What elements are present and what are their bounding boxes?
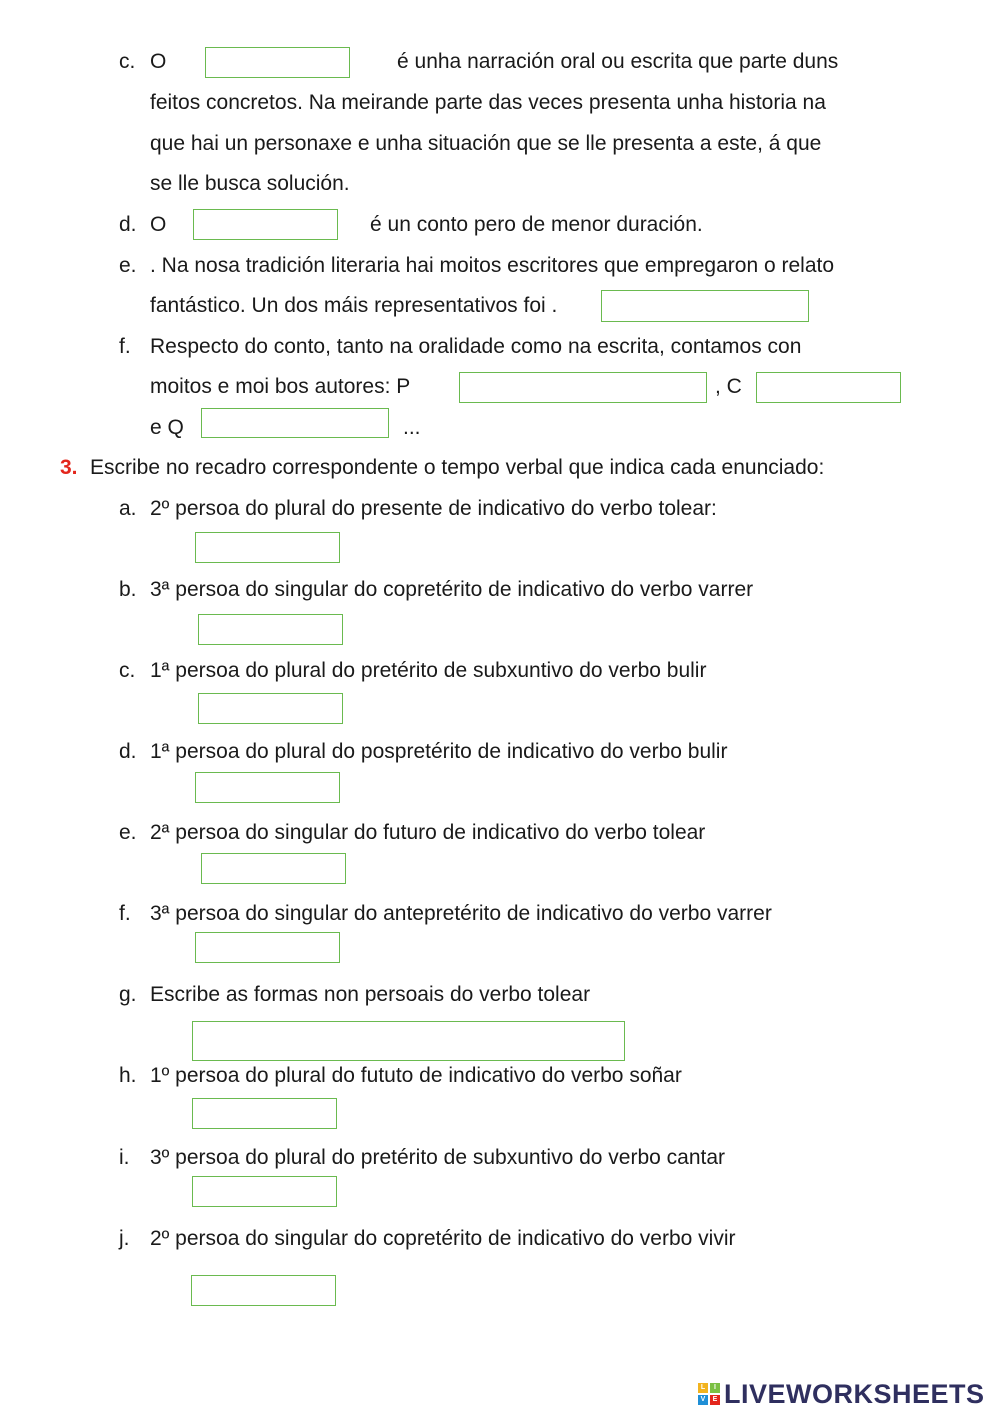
answer-box-3e[interactable] xyxy=(201,853,346,884)
answer-box-d[interactable] xyxy=(193,209,338,240)
item-3h-text: 1º persoa do plural do fututo de indicativo do verbo soñar xyxy=(150,1064,682,1087)
answer-box-3c[interactable] xyxy=(198,693,343,724)
item-c-line3: que hai un personaxe e unha situación que se lle presenta a este, á que xyxy=(150,132,822,155)
item-3i-text: 3º persoa do plural do pretérito de subxuntivo do verbo cantar xyxy=(150,1146,726,1169)
question-3-number: 3. xyxy=(60,456,78,479)
item-3j-text: 2º persoa do singular do copretérito de indicativo do verbo vivir xyxy=(150,1227,736,1250)
item-c-letter: c. xyxy=(119,50,136,73)
answer-box-f-q[interactable] xyxy=(201,408,389,438)
item-3e-letter: e. xyxy=(119,821,137,844)
answer-box-f-c[interactable] xyxy=(756,372,901,403)
item-3e-text: 2ª persoa do singular do futuro de indicativo do verbo tolear xyxy=(150,821,706,844)
item-c-line4: se lle busca solución. xyxy=(150,172,350,195)
item-3d-text: 1ª persoa do plural do pospretérito de indicativo do verbo bulir xyxy=(150,740,728,763)
item-3h-letter: h. xyxy=(119,1064,137,1087)
answer-box-3j[interactable] xyxy=(191,1275,336,1306)
answer-box-3f[interactable] xyxy=(195,932,340,963)
item-c-line2: feitos concretos. Na meirande parte das veces presenta unha historia na xyxy=(150,91,826,114)
item-d-pre: O xyxy=(150,213,167,236)
answer-box-3i[interactable] xyxy=(192,1176,337,1207)
item-e-line1: . Na nosa tradición literaria hai moitos escritores que empregaron o relato xyxy=(150,254,835,277)
item-3d-letter: d. xyxy=(119,740,137,763)
item-d-letter: d. xyxy=(119,213,137,236)
item-d-post: é un conto pero de menor duración. xyxy=(370,213,703,236)
answer-box-c[interactable] xyxy=(205,47,350,78)
liveworksheets-logo xyxy=(698,1377,985,1411)
item-f-line2-mid: , C xyxy=(715,375,742,398)
logo-grid-cell: I xyxy=(710,1383,720,1393)
item-3a-text: 2º persoa do plural do presente de indicativo do verbo tolear: xyxy=(150,497,717,520)
item-3a-letter: a. xyxy=(119,497,137,520)
answer-box-3a[interactable] xyxy=(195,532,340,563)
item-f-line3-post: ... xyxy=(403,416,421,439)
logo-grid-cell: V xyxy=(698,1395,708,1405)
logo-grid-cell: E xyxy=(710,1395,720,1405)
answer-box-3d[interactable] xyxy=(195,772,340,803)
answer-box-e[interactable] xyxy=(601,290,809,322)
item-3c-text: 1ª persoa do plural do pretérito de subxuntivo do verbo bulir xyxy=(150,659,707,682)
logo-text: LIVEWORKSHEETS xyxy=(724,1378,985,1409)
item-3f-text: 3ª persoa do singular do antepretérito de indicativo do verbo varrer xyxy=(150,902,772,925)
item-f-line3-pre: e Q xyxy=(150,416,184,439)
answer-box-3g[interactable] xyxy=(192,1021,625,1061)
item-c-pre: O xyxy=(150,50,167,73)
item-3j-letter: j. xyxy=(119,1227,130,1250)
logo-grid-cell: L xyxy=(698,1383,708,1393)
item-3i-letter: i. xyxy=(119,1146,130,1169)
answer-box-f-p[interactable] xyxy=(459,372,707,403)
question-3-instruction: Escribe no recadro correspondente o tempo verbal que indica cada enunciado: xyxy=(90,456,825,479)
item-f-line1: Respecto do conto, tanto na oralidade como na escrita, contamos con xyxy=(150,335,802,358)
item-3g-text: Escribe as formas non persoais do verbo tolear xyxy=(150,983,591,1006)
item-e-line2: fantástico. Un dos máis representativos foi . xyxy=(150,294,558,317)
item-3f-letter: f. xyxy=(119,902,131,925)
logo-grid-icon xyxy=(698,1383,720,1405)
item-3b-letter: b. xyxy=(119,578,137,601)
item-3g-letter: g. xyxy=(119,983,137,1006)
item-e-letter: e. xyxy=(119,254,137,277)
answer-box-3h[interactable] xyxy=(192,1098,337,1129)
answer-box-3b[interactable] xyxy=(198,614,343,645)
item-c-post: é unha narración oral ou escrita que parte duns xyxy=(397,50,839,73)
item-3b-text: 3ª persoa do singular do copretérito de indicativo do verbo varrer xyxy=(150,578,754,601)
item-f-letter: f. xyxy=(119,335,131,358)
item-3c-letter: c. xyxy=(119,659,136,682)
item-f-line2-pre: moitos e moi bos autores: P xyxy=(150,375,411,398)
